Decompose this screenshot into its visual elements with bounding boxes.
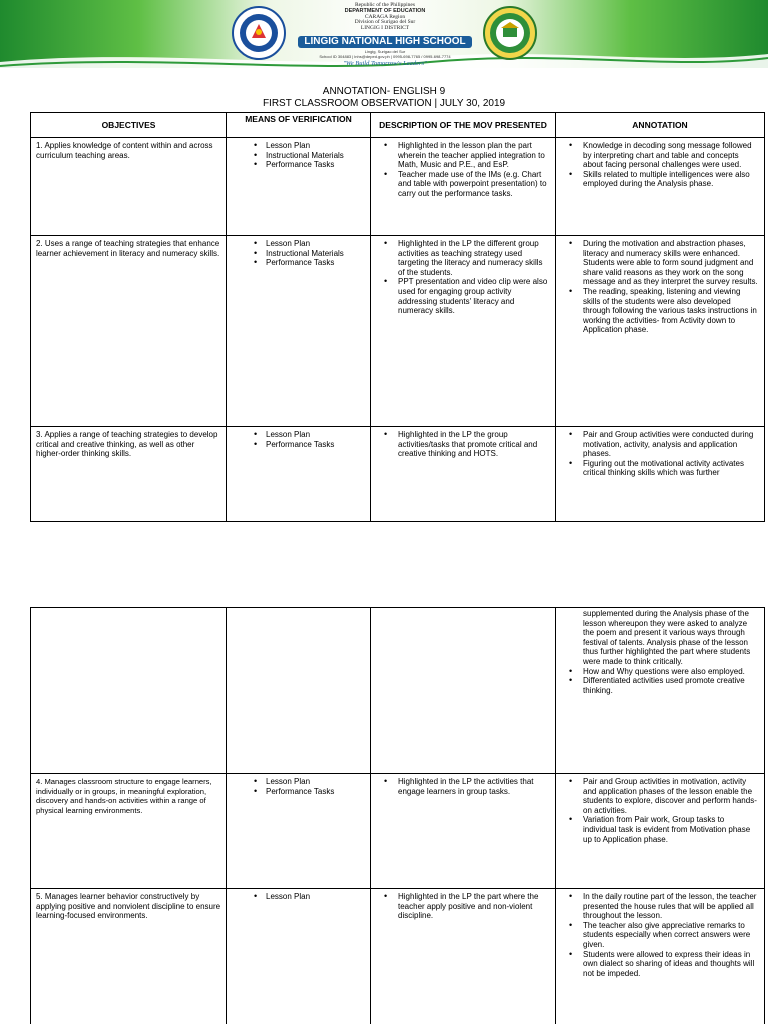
- continuation-text: supplemented during the Analysis phase of the lesson whereupon they were asked to analyze the poem and present it various ways through festival of talents. Analysis phase of the lesson thus further highlighted the part where students were made to think critically.: [583, 609, 751, 666]
- list-item: • The teacher also give appreciative remarks to students especially when correct answers were given.: [561, 921, 759, 950]
- list-item: • Instructional Materials: [232, 151, 365, 161]
- header-line-3: CARAGA Region: [364, 13, 406, 20]
- document-title: ANNOTATION- ENGLISH 9: [322, 86, 446, 97]
- mov-cell: [371, 138, 556, 236]
- list-item: • Performance Tasks: [232, 258, 365, 268]
- list-item: • Teacher made use of the IMs (e.g. Chart and table with powerpoint presentation) to carry out the performance tasks.: [376, 170, 550, 199]
- objective-cell: 4. Manages classroom structure to engage learners, individually or in groups, in meaningful exploration, discovery and hands-on activities within a range of physical learning environments.: [31, 774, 227, 889]
- table-row: [31, 427, 765, 522]
- list-item: • Knowledge in decoding song message followed by interpreting chart and table and concepts about facing personal challenges were used.: [561, 141, 759, 170]
- means-cell: [227, 138, 371, 236]
- objective-cell: 5. Manages learner behavior constructively by applying positive and nonviolent discipline to ensure learning-focused environments.: [31, 889, 227, 1024]
- annotation-table-page-2: [30, 607, 765, 1024]
- list-item: • Highlighted in the lesson plan the part wherein the teacher applied integration to Math, Music and P.E., and EsP.: [376, 141, 550, 170]
- table-row-continuation: [31, 608, 765, 774]
- header-description-of-mov: DESCRIPTION OF THE MOV PRESENTED: [371, 113, 556, 138]
- means-cell: [227, 427, 371, 522]
- list-item: • In the daily routine part of the lesson, the teacher presented the house rules that will be applied all throughout the lesson.: [561, 892, 759, 921]
- list-item: • Instructional Materials: [232, 249, 365, 259]
- list-item: • Highlighted in the LP the part where the teacher apply positive and non-violent discipline.: [376, 892, 550, 921]
- table-row: [31, 138, 765, 236]
- header-line-1: Republic of the Philippines: [354, 2, 416, 8]
- list-item: • PPT presentation and video clip were also used for engaging group activity addressing students' literacy and numeracy skills.: [376, 277, 550, 315]
- header-line-2: DEPARTMENT OF EDUCATION: [344, 7, 426, 14]
- annotation-cell: [556, 774, 765, 889]
- list-item: • Pair and Group activities were conducted during motivation, activity, analysis and application phases.: [561, 430, 759, 459]
- list-item: • Skills related to multiple intelligences were also employed during the Analysis phase.: [561, 170, 759, 189]
- annotation-cell: [556, 427, 765, 522]
- mov-cell: [371, 774, 556, 889]
- school-name: LINGIG NATIONAL HIGH SCHOOL: [298, 36, 471, 49]
- list-item: • During the motivation and abstraction phases, literacy and numeracy skills were enhanced. Students were able to form sound judgment and share valid reasons as they work on the song message and as they interpret the survey results.: [561, 239, 759, 287]
- header-banner: [0, 0, 768, 68]
- annotation-table-page-1: [30, 112, 765, 522]
- list-item: • Lesson Plan: [232, 777, 365, 787]
- annotation-cell: [556, 889, 765, 1024]
- list-item: • Performance Tasks: [232, 440, 365, 450]
- list-item: • Highlighted in the LP the different group activities as teaching strategy used targeting the literacy and numeracy skills of the students.: [376, 239, 550, 277]
- header-text-block: [290, 3, 480, 68]
- objective-cell: 2. Uses a range of teaching strategies that enhance learner achievement in literacy and numeracy skills.: [31, 236, 227, 427]
- annotation-cell: [556, 236, 765, 427]
- list-item: • Lesson Plan: [232, 141, 365, 151]
- list-item: • The reading, speaking, listening and viewing skills of the students were also developed through following the various tasks instructions in working the activities- from Activity down to Application phase.: [561, 287, 759, 335]
- means-cell: [227, 889, 371, 1024]
- list-item: • Differentiated activities used promote creative thinking.: [561, 676, 759, 695]
- list-item: • Pair and Group activities in motivation, activity and application phases of the lesson enable the students to explore, discover and perform hands-on activities.: [561, 777, 759, 815]
- list-item: • Lesson Plan: [232, 430, 365, 440]
- means-cell: [227, 774, 371, 889]
- table-header-row: [31, 113, 765, 138]
- list-item: • Lesson Plan: [232, 892, 365, 902]
- list-item: • Variation from Pair work, Group tasks to individual task is evident from Motivation phase up to Application phase.: [561, 815, 759, 844]
- table-row: [31, 236, 765, 427]
- objective-cell: 3. Applies a range of teaching strategies to develop critical and creative thinking, as well as other higher-order thinking skills.: [31, 427, 227, 522]
- list-item: • Lesson Plan: [232, 239, 365, 249]
- list-item: • Performance Tasks: [232, 160, 365, 170]
- school-motto: "We Build Tomorrow's Leaders": [343, 60, 427, 67]
- means-cell: [227, 608, 371, 774]
- mov-cell: [371, 427, 556, 522]
- mov-cell: [371, 889, 556, 1024]
- means-cell: [227, 236, 371, 427]
- table-row: [31, 774, 765, 889]
- list-item: • Highlighted in the LP the group activities/tasks that promote critical and creative thinking and HOTS.: [376, 430, 550, 459]
- objective-cell: [31, 608, 227, 774]
- school-address: Lingig, Surigao del Sur: [364, 48, 406, 54]
- annotation-cell: [556, 608, 765, 774]
- document-subtitle: FIRST CLASSROOM OBSERVATION | JULY 30, 2019: [262, 98, 506, 109]
- objective-cell: 1. Applies knowledge of content within and across curriculum teaching areas.: [31, 138, 227, 236]
- mov-cell: [371, 236, 556, 427]
- header-line-4: Division of Surigao del Sur: [354, 19, 416, 26]
- list-item: • Figuring out the motivational activity activates critical thinking skills which was further: [561, 459, 759, 478]
- list-item: • Performance Tasks: [232, 787, 365, 797]
- table-row: [31, 889, 765, 1024]
- annotation-cell: [556, 138, 765, 236]
- list-item: • Students were allowed to express their ideas in own dialect so sharing of ideas and thoughts will not be impeded.: [561, 950, 759, 979]
- header-line-5: LINGIG I DISTRICT: [360, 25, 410, 32]
- deped-seal-icon: [232, 6, 286, 60]
- header-means-of-verification: MEANS OF VERIFICATION: [227, 113, 371, 138]
- header-objectives: OBJECTIVES: [31, 113, 227, 138]
- school-contact: School ID 304883 | lnhs@deped.gov.ph | 0995-698-7765 / 0995-698-7774: [319, 53, 451, 59]
- header-annotation: ANNOTATION: [556, 113, 765, 138]
- mov-cell: [371, 608, 556, 774]
- school-seal-icon: [483, 6, 537, 60]
- list-item: • How and Why questions were also employed.: [561, 667, 759, 677]
- list-item: • Highlighted in the LP the activities that engage learners in group tasks.: [376, 777, 550, 796]
